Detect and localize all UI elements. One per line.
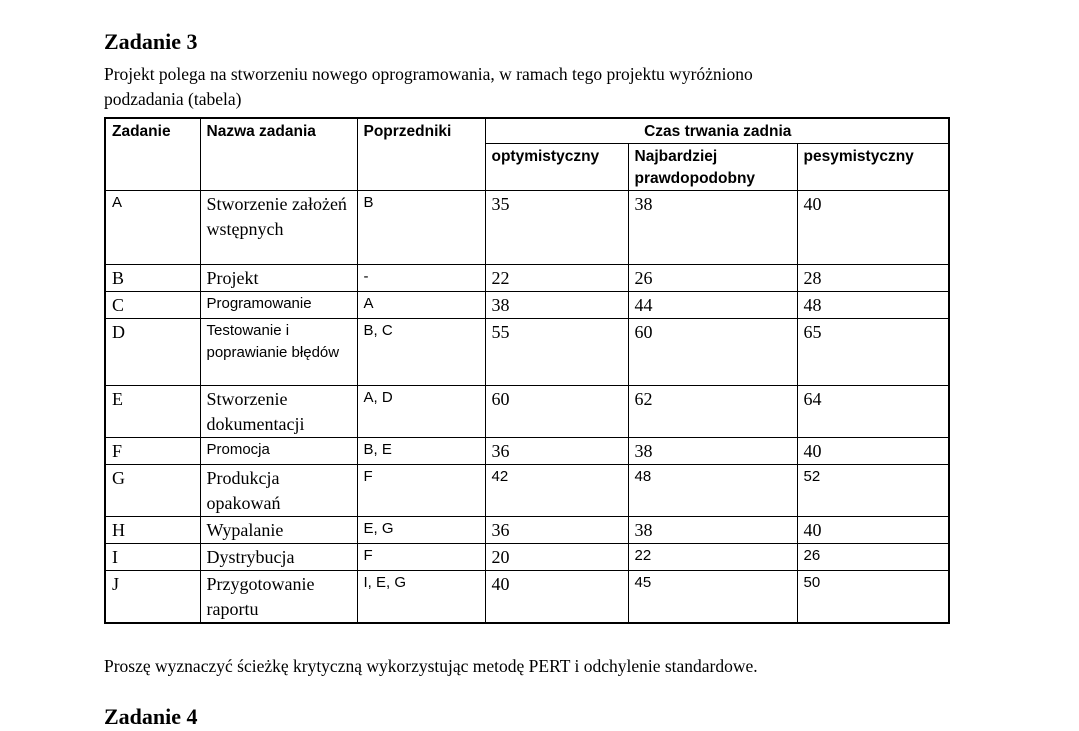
cell-task: F <box>105 438 200 465</box>
cell-pessimistic: 50 <box>797 571 949 624</box>
cell-pessimistic: 65 <box>797 319 949 386</box>
cell-predecessors: A, D <box>357 386 485 438</box>
cell-pessimistic: 28 <box>797 265 949 292</box>
table-row <box>105 319 949 386</box>
cell-most-likely: 48 <box>628 465 797 517</box>
cell-task: H <box>105 517 200 544</box>
intro-line: podzadania (tabela) <box>104 89 242 109</box>
cell-optimistic: 20 <box>485 544 628 571</box>
cell-name: Programowanie <box>200 292 357 319</box>
cell-optimistic: 22 <box>485 265 628 292</box>
cell-task: J <box>105 571 200 624</box>
cell-name: Stworzenie założeń wstępnych <box>200 191 357 265</box>
cell-pessimistic: 48 <box>797 292 949 319</box>
cell-most-likely: 62 <box>628 386 797 438</box>
table-row <box>105 265 949 292</box>
cell-task: B <box>105 265 200 292</box>
cell-optimistic: 36 <box>485 517 628 544</box>
tasks-table <box>104 117 950 624</box>
cell-optimistic: 42 <box>485 465 628 517</box>
cell-optimistic: 36 <box>485 438 628 465</box>
cell-pessimistic: 26 <box>797 544 949 571</box>
cell-pessimistic: 40 <box>797 438 949 465</box>
header-name: Nazwa zadania <box>200 118 357 191</box>
cell-pessimistic: 52 <box>797 465 949 517</box>
header-pessimistic: pesymistyczny <box>797 144 949 191</box>
cell-name: Wypalanie <box>200 517 357 544</box>
cell-name: Przygotowanie raportu <box>200 571 357 624</box>
cell-predecessors: F <box>357 465 485 517</box>
table-row <box>105 386 949 438</box>
cell-task: C <box>105 292 200 319</box>
cell-name: Testowanie i poprawianie błędów <box>200 319 357 386</box>
cell-name: Promocja <box>200 438 357 465</box>
cell-optimistic: 40 <box>485 571 628 624</box>
table-row <box>105 292 949 319</box>
cell-predecessors: A <box>357 292 485 319</box>
cell-most-likely: 45 <box>628 571 797 624</box>
cell-predecessors: F <box>357 544 485 571</box>
cell-optimistic: 38 <box>485 292 628 319</box>
cell-task: A <box>105 191 200 265</box>
cell-most-likely: 22 <box>628 544 797 571</box>
header-most-likely: Najbardziej prawdopodobny <box>628 144 797 191</box>
table-row <box>105 465 949 517</box>
header-task: Zadanie <box>105 118 200 191</box>
cell-optimistic: 55 <box>485 319 628 386</box>
table-row <box>105 191 949 265</box>
intro-paragraph <box>104 62 1019 112</box>
closing-paragraph: Proszę wyznaczyć ścieżkę krytyczną wykorzystując metodę PERT i odchylenie standardowe. <box>104 656 758 676</box>
cell-name: Dystrybucja <box>200 544 357 571</box>
table-row <box>105 438 949 465</box>
cell-most-likely: 60 <box>628 319 797 386</box>
cell-most-likely: 38 <box>628 517 797 544</box>
cell-pessimistic: 64 <box>797 386 949 438</box>
header-duration-group: Czas trwania zadnia <box>485 118 949 144</box>
cell-task: D <box>105 319 200 386</box>
table-header-row <box>105 118 949 144</box>
cell-predecessors: - <box>357 265 485 292</box>
cell-task: G <box>105 465 200 517</box>
cell-optimistic: 35 <box>485 191 628 265</box>
task4-heading: Zadanie 4 <box>104 704 198 729</box>
cell-optimistic: 60 <box>485 386 628 438</box>
table-row <box>105 517 949 544</box>
table-row <box>105 544 949 571</box>
cell-predecessors: B <box>357 191 485 265</box>
cell-pessimistic: 40 <box>797 191 949 265</box>
cell-most-likely: 26 <box>628 265 797 292</box>
cell-name: Produkcja opakowań <box>200 465 357 517</box>
cell-predecessors: B, E <box>357 438 485 465</box>
intro-line: Projekt polega na stworzeniu nowego oprogramowania, w ramach tego projektu wyróżniono <box>104 64 753 84</box>
cell-predecessors: B, C <box>357 319 485 386</box>
header-predecessors: Poprzedniki <box>357 118 485 191</box>
cell-most-likely: 38 <box>628 191 797 265</box>
cell-name: Projekt <box>200 265 357 292</box>
cell-predecessors: I, E, G <box>357 571 485 624</box>
cell-pessimistic: 40 <box>797 517 949 544</box>
cell-task: E <box>105 386 200 438</box>
cell-task: I <box>105 544 200 571</box>
table-row <box>105 571 949 624</box>
cell-most-likely: 38 <box>628 438 797 465</box>
header-optimistic: optymistyczny <box>485 144 628 191</box>
cell-name: Stworzenie dokumentacji <box>200 386 357 438</box>
task3-heading: Zadanie 3 <box>104 29 198 54</box>
cell-predecessors: E, G <box>357 517 485 544</box>
cell-most-likely: 44 <box>628 292 797 319</box>
